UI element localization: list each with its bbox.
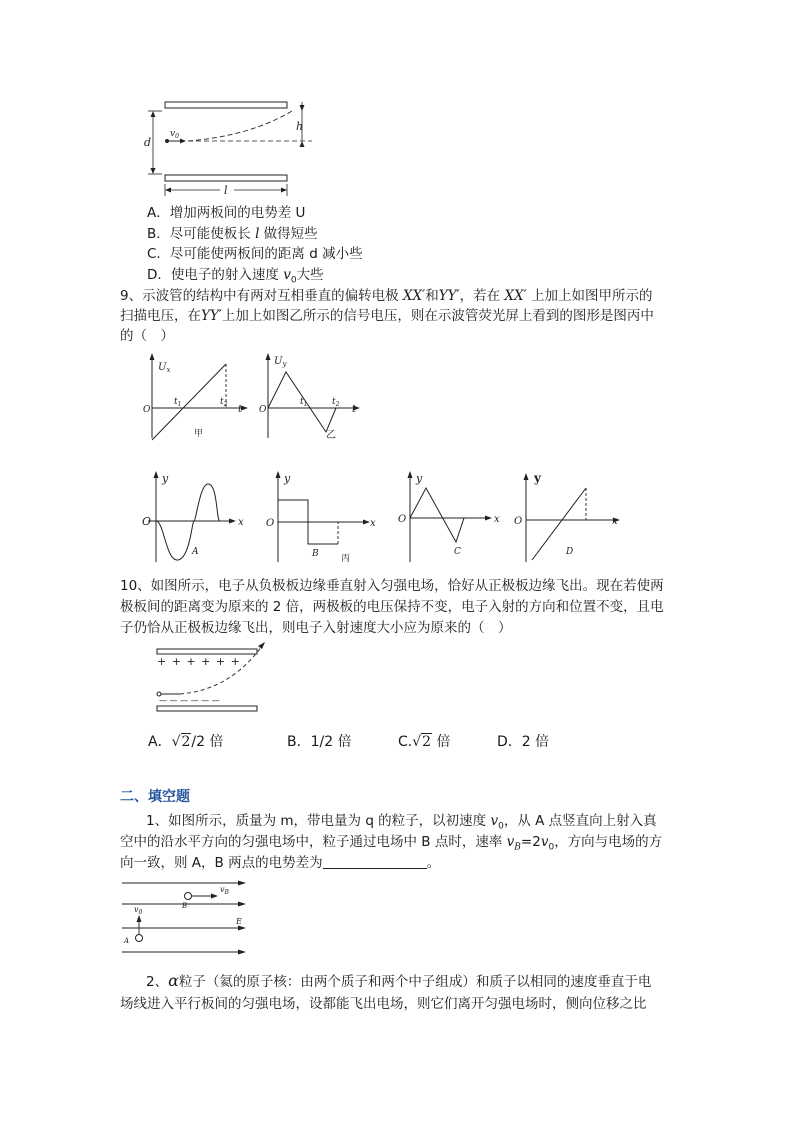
v0-label: $v_0$ <box>170 129 179 140</box>
svg-text:乙: 乙 <box>326 430 336 441</box>
q10-option-b: B．1/2 倍 <box>287 734 352 750</box>
svg-text:O: O <box>142 515 152 528</box>
q10-figure <box>150 640 290 718</box>
q9-option-c-graph <box>392 462 512 564</box>
svg-text:t: t <box>352 404 357 415</box>
q8-option-b: B．尽可能使板长 l 做得短些 <box>147 226 318 242</box>
point-b <box>185 893 192 900</box>
svg-text:x: x <box>494 514 500 525</box>
q9-graph-yi <box>256 350 371 442</box>
svg-text:O: O <box>514 516 523 527</box>
svg-text:v0: $v_0$ <box>134 905 143 916</box>
svg-text:y: y <box>416 472 423 485</box>
svg-text:x: x <box>238 517 244 528</box>
q8-deflection-figure <box>140 96 320 200</box>
triangle-curve <box>410 488 464 542</box>
svg-text:x: x <box>370 518 376 529</box>
svg-text:甲: 甲 <box>194 429 204 439</box>
svg-text:t2: $t_2$ <box>220 397 228 408</box>
positive-plate <box>157 649 257 654</box>
svg-text:O: O <box>143 405 151 415</box>
svg-text:y: y <box>534 471 541 485</box>
q9-graph-jia <box>140 350 255 442</box>
negative-plate <box>157 706 257 711</box>
svg-text:B: B <box>312 549 319 559</box>
svg-text:x: x <box>612 516 618 527</box>
fill1-line-3: 向一致，则 A，B 两点的电势差为 。 <box>120 855 441 871</box>
svg-text:t2: $t_2$ <box>332 397 340 408</box>
q9-option-a-graph <box>140 468 260 564</box>
q10-line-1: 10、如图所示，电子从负极板边缘垂直射入匀强电场，恰好从正极板边缘飞出。现在若使两 <box>120 578 664 594</box>
svg-text:t: t <box>238 404 243 415</box>
svg-text:A: A <box>124 937 130 945</box>
svg-text:t1: $t_1$ <box>300 397 308 408</box>
q9-line-3: 的（ ） <box>120 328 174 344</box>
answer-blank[interactable] <box>323 854 427 869</box>
svg-text:+ + + + + +: + + + + + + <box>157 655 241 668</box>
svg-text:Ux: $U_x$ <box>158 362 171 374</box>
q10-line-2: 极板间的距离变为原来的 2 倍，两极板的电压保持不变，电子入射的方向和位置不变，且电 <box>120 599 664 615</box>
fill1-field-figure <box>118 876 250 958</box>
q8-option-a: A．增加两板间的电势差 U <box>147 205 306 221</box>
upper-plate <box>165 102 287 108</box>
svg-text:vB: $v_B$ <box>220 885 229 896</box>
svg-text:A: A <box>192 547 199 557</box>
point-a <box>136 935 143 942</box>
q9-line-2: 扫描电压，在YY′上加上如图乙所示的信号电压，则在示波管荧光屏上看到的图形是图丙中 <box>120 308 654 324</box>
q10-line-3: 子仍恰从正极板边缘飞出，则电子入射速度大小应为原来的（ ） <box>120 620 512 636</box>
svg-text:D: D <box>566 547 574 557</box>
q9-option-d-graph <box>514 462 634 564</box>
svg-text:O: O <box>266 518 275 529</box>
q9-line-1: 9、示波管的结构中有两对互相垂直的偏转电极 XX′和YY′，若在 XX′ 上加上如图甲所示的 <box>120 288 653 304</box>
fill1-line-2: 空中的沿水平方向的匀强电场中，粒子通过电场中 B 点时，速率 $v_B=2v_0$，方向与电场的方 <box>120 834 663 853</box>
l-label: l <box>224 184 228 197</box>
q10-option-c: C.√2 倍 <box>398 734 451 750</box>
section-title-fill-blank: 二、填空题 <box>120 789 190 805</box>
diagonal-line <box>532 488 586 560</box>
h-label: h <box>296 120 304 133</box>
trajectory <box>188 111 292 141</box>
svg-text:O: O <box>398 514 407 525</box>
svg-text:— — — — — —: — — — — — — <box>159 696 220 705</box>
q10-option-a: A．√2/2 倍 <box>148 734 224 750</box>
svg-text:B: B <box>182 902 188 910</box>
svg-text:y: y <box>284 472 291 485</box>
svg-text:E: E <box>236 917 242 926</box>
svg-text:t1: $t_1$ <box>174 397 182 408</box>
q8-option-d: D．使电子的射入速度 $v_0$大些 <box>147 267 324 286</box>
fill2-line-2: 场线进入平行板间的匀强电场，设都能飞出电场，则它们离开匀强电场时，侧向位移之比 <box>120 996 647 1012</box>
fill1-line-1: 1、如图所示，质量为 m，带电量为 q 的粒子，以初速度 $v_0$，从 A 点竖直向上射入真 <box>146 813 657 832</box>
lower-plate <box>165 175 287 181</box>
svg-text:丙: 丙 <box>341 554 351 564</box>
sawtooth-line <box>152 364 226 440</box>
svg-text:y: y <box>162 472 169 485</box>
svg-text:Uy: $U_y$ <box>274 356 287 368</box>
q8-option-c: C．尽可能使两板间的距离 d 减小些 <box>147 246 363 262</box>
q10-option-d: D．2 倍 <box>497 734 550 750</box>
fill2-line-1: 2、α粒子（氦的原子核：由两个质子和两个中子组成）和质子以相同的速度垂直于电 <box>146 971 652 990</box>
q9-option-b-graph <box>262 468 390 564</box>
electron-start <box>157 692 161 696</box>
svg-text:O: O <box>259 405 267 415</box>
sine-curve <box>156 484 220 560</box>
svg-text:C: C <box>454 547 461 557</box>
d-label: d <box>144 136 152 149</box>
